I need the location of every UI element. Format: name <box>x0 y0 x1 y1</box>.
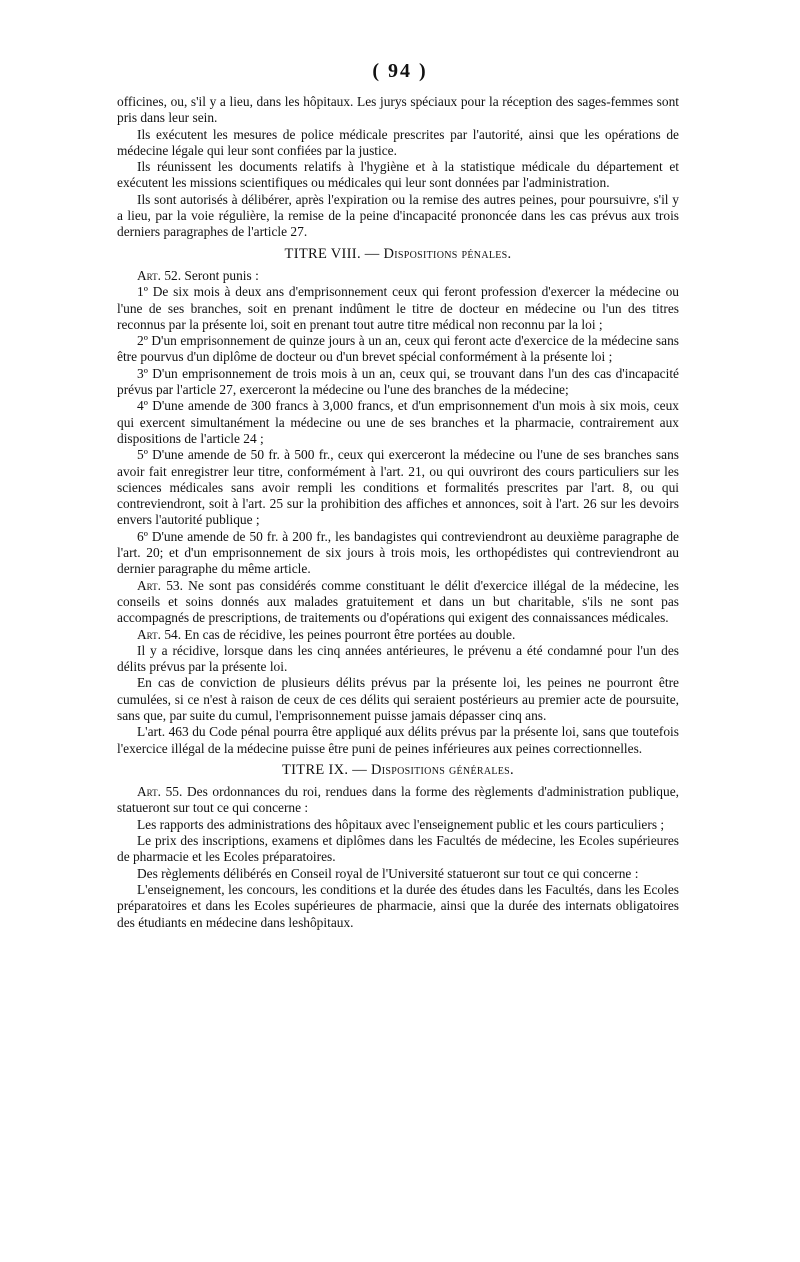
paragraph <box>117 127 679 160</box>
section-heading-subtitle: Dispositions pénales. <box>383 245 512 262</box>
page-number: ( 94 ) <box>372 60 428 82</box>
paragraph-text: 52. Seront punis : <box>160 267 259 283</box>
paragraph-text: Ils réunissent les documents relatifs à l'hygiène et à la statistique médicale du département et exécutent les missions scientifiques ou médicales qui leur sont données par l'administration. <box>117 159 679 191</box>
paragraph-text: L'enseignement, les concours, les conditions et la durée des études dans les Facultés, dans les Ecoles préparatoires et dans les Ecoles supérieures de pharmacie, ainsi que la durée des internats obligatoires des étudiants en médecine dans leshôpitaux. <box>117 881 679 930</box>
text-body <box>117 94 679 931</box>
paragraph-text: 3º D'un emprisonnement de trois mois à un an, ceux qui, se trouvant dans l'un des cas d'incapacité prévus par l'article 27, exerceront la médecine ou l'une des branches de la médecine; <box>117 365 679 398</box>
paragraph-text: officines, ou, s'il y a lieu, dans les hôpitaux. Les jurys spéciaux pour la réception des sages-femmes sont pris dans leur sein. <box>117 94 679 126</box>
paragraph <box>117 578 679 627</box>
section-heading <box>117 762 679 778</box>
paragraph-text: L'art. 463 du Code pénal pourra être appliqué aux délits prévus par la présente loi, sans que toutefois l'exercice illégal de la médecine puisse être puni de peines inférieures aux peines correctionnelles. <box>117 724 679 756</box>
paragraph <box>117 192 679 241</box>
paragraph <box>117 833 679 866</box>
paragraph-text: Des règlements délibérés en Conseil royal de l'Université statueront sur tout ce qui concerne : <box>137 865 639 881</box>
paragraph-text: 53. Ne sont pas considérés comme constituant le délit d'exercice illégal de la médecine, les conseils et soins donnés aux malades gratuitement et dans un but charitable, s'ils ne sont pas accompagnés de prescriptions, de traitements ou d'opérations qui exigent des connaissances médicales. <box>117 577 679 626</box>
paragraph-text: Les rapports des administrations des hôpitaux avec l'enseignement public et les cours particuliers ; <box>137 816 665 832</box>
paragraph-text: 1º De six mois à deux ans d'emprisonnement ceux qui feront profession d'exercer la médecine ou l'une de ses branches, soit en prenant indûment le titre de docteur en médecine ou l'un des titres reconnus par la présente loi, soit en prenant tout autre titre médical non reconnu par la loi ; <box>117 284 679 332</box>
paragraph <box>117 643 679 676</box>
paragraph <box>117 447 679 528</box>
paragraph-text: 2º D'un emprisonnement de quinze jours à un an, ceux qui feront acte d'exercice de la médecine sans être pourvus d'un diplôme de docteur ou d'un brevet spécial conformément à la présente loi ; <box>117 333 679 365</box>
paragraph-text: 54. En cas de récidive, les peines pourront être portées au double. <box>160 626 516 642</box>
paragraph <box>117 284 679 333</box>
paragraph-text: 6º D'une amende de 50 fr. à 200 fr., les bandagistes qui contreviendront au deuxième paragraphe de l'art. 20; et d'un emprisonnement de six jours à trois mois, les orthopédistes qui contreviendront au dernier paragraphe du même article. <box>117 528 679 577</box>
paragraph-text: Ils exécutent les mesures de police médicale prescrites par l'autorité, ainsi que les opérations de médecine légale qui leur sont confiées par la justice. <box>117 126 679 158</box>
paragraph <box>117 366 679 399</box>
paragraph <box>117 784 679 817</box>
paragraph <box>117 724 679 757</box>
paragraph <box>117 627 679 643</box>
paragraph-text: Ils sont autorisés à délibérer, après l'expiration ou la remise des autres peines, pour poursuivre, s'il y a lieu, par la voie régulière, la remise de la peine d'incapacité prononcée dans les cas prévus aux trois derniers paragraphes de l'article 27. <box>117 191 679 240</box>
paragraph <box>117 398 679 447</box>
article-label: Art. <box>137 577 161 593</box>
paragraph <box>117 333 679 366</box>
paragraph-text: 4º D'une amende de 300 francs à 3,000 francs, et d'un emprisonnement d'un mois à six mois, ceux qui exercent simultanément la médecine ou une de ses branches et la pharmacie, contrairement aux dispositions de l'article 24 ; <box>117 398 679 446</box>
paragraph <box>117 529 679 578</box>
paragraph-text: Il y a récidive, lorsque dans les cinq années antérieures, le prévenu a été condamné pour l'un des délits prévus par la présente loi. <box>117 642 679 675</box>
paragraph-text: 55. Des ordonnances du roi, rendues dans la forme des règlements d'administration publique, statueront sur tout ce qui concerne : <box>117 784 679 816</box>
section-heading-subtitle: Dispositions générales. <box>371 761 514 778</box>
paragraph <box>117 675 679 724</box>
paragraph-text: 5º D'une amende de 50 fr. à 500 fr., ceux qui exerceront la médecine ou l'une de ses branches sans avoir fait enregistrer leur titre, conformément à l'art. 21, ou qui ouvriront des cours particuliers sur les sciences médicales sans avoir rempli les conditions et formalités prescrites par l'art. 8, ou qui contreviendront, soit à l'art. 25 sur la prohibition des affiches et annonces, soit à l'art. 26 sur les devoirs envers l'autorité publique ; <box>117 447 679 528</box>
paragraph <box>117 159 679 192</box>
article-label: Art. <box>137 626 161 642</box>
section-heading-title: TITRE IX. — <box>282 761 371 778</box>
paragraph <box>117 268 679 284</box>
paragraph-text: Le prix des inscriptions, examens et diplômes dans les Facultés de médecine, les Ecoles supérieures de pharmacie et les Ecoles préparatoires. <box>117 833 679 865</box>
article-label: Art. <box>137 267 161 283</box>
section-heading-title: TITRE VIII. — <box>284 245 384 262</box>
paragraph-text: En cas de conviction de plusieurs délits prévus par la présente loi, les peines ne pourront être cumulées, si ce n'est à raison de ceux de ces délits qui seraient postérieurs au premier acte de poursuite, sans que, par suite du cumul, l'emprisonnement puisse jamais dépasser cinq ans. <box>117 675 679 723</box>
article-label: Art. <box>137 784 161 800</box>
section-heading <box>117 246 679 262</box>
paragraph <box>117 866 679 882</box>
paragraph <box>117 94 679 127</box>
paragraph <box>117 882 679 931</box>
paragraph <box>117 817 679 833</box>
